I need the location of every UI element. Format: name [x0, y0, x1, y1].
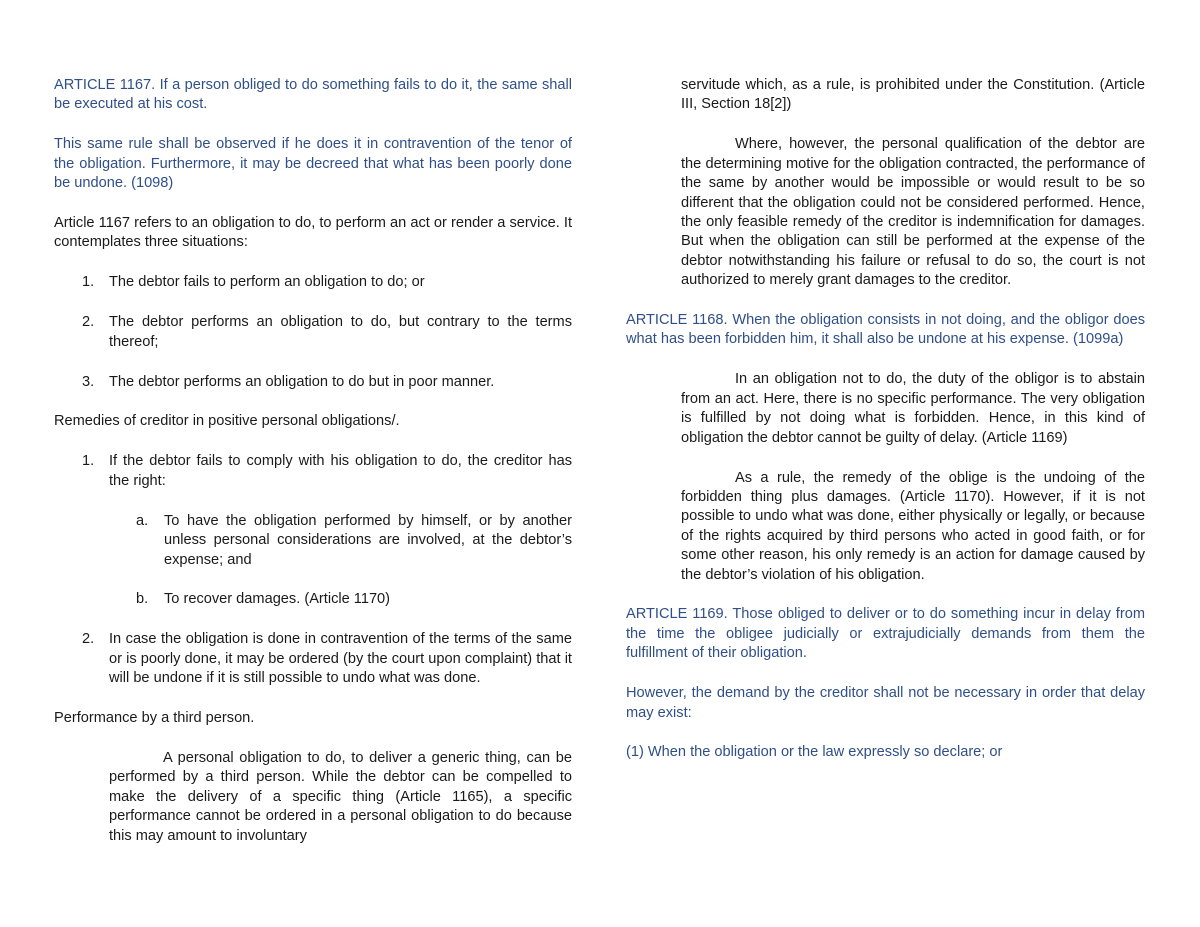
remedy-subitem-text: To have the obligation performed by himself, or by another unless personal considerations are involved, at the debtor’s expense; and	[164, 512, 572, 568]
third-person-text: A personal obligation to do, to deliver a generic thing, can be performed by a third person. While the debtor can be compelled to make the delivery of a specific thing (Article 1165), a specific performance cannot be ordered in a personal obligation to do because this may amount to involuntary	[109, 749, 572, 844]
remedy-item	[54, 452, 572, 491]
remedy-text: If the debtor fails to comply with his obligation to do, the creditor has the right:	[109, 453, 572, 489]
third-person-paragraph	[54, 749, 572, 846]
situation-text: The debtor performs an obligation to do but in poor manner.	[109, 373, 495, 390]
article-1169-paragraph-1: ARTICLE 1169. Those obliged to deliver or to do something incur in delay from the time the obligee judicially or extrajudicially demands from them the fulfillment of their obligation.	[626, 606, 1145, 662]
list-marker: 1.	[82, 453, 95, 470]
situation-item	[54, 373, 572, 392]
right-column	[626, 76, 1145, 783]
remedy-subitem-text: To recover damages. (Article 1170)	[164, 591, 391, 608]
list-marker: a.	[136, 512, 149, 529]
not-to-do-text: In an obligation not to do, the duty of the obligor is to abstain from an act. Here, there is no specific performance. The very obligation is fulfilled by not doing what is forbidden. Hence, in this kind of obligation the debtor cannot be guilty of delay. (Article 1169)	[681, 371, 1145, 446]
article-1167-paragraph-2: This same rule shall be observed if he does it in contravention of the tenor of the obligation. Furthermore, it may be decreed that what has been poorly done be undone. (1098)	[54, 136, 572, 192]
third-person-continuation-text: servitude which, as a rule, is prohibited under the Constitution. (Article III, Section 18[2])	[681, 77, 1145, 113]
article-1167-paragraph-1: ARTICLE 1167. If a person obliged to do something fails to do it, the same shall be executed at his cost.	[54, 77, 572, 113]
list-marker: 3.	[82, 373, 95, 390]
remedy-text: In case the obligation is done in contravention of the terms of the same or is poorly done, it may be ordered (by the court upon complaint) that it will be undone if it is still possible to undo what was done.	[109, 631, 572, 687]
situation-text: The debtor fails to perform an obligation to do; or	[109, 274, 425, 291]
remedy-item	[54, 630, 572, 688]
third-person-continuation	[626, 76, 1145, 115]
list-marker: b.	[136, 591, 149, 608]
remedies-heading: Remedies of creditor in positive personal obligations/.	[54, 413, 400, 430]
list-marker: 2.	[82, 314, 95, 331]
remedy-subitem	[54, 512, 572, 570]
remedy-oblige-text: As a rule, the remedy of the oblige is the undoing of the forbidden thing plus damages. (Article 1170). However, if it is not possible to undo what was done, either physically or legally, or because of the rights acquired by third persons who acted in good faith, or for some other reason, his only remedy is an action for damage caused by the debtor’s violation of his obligation.	[681, 469, 1145, 583]
left-column	[54, 76, 572, 866]
list-marker: 2.	[82, 631, 95, 648]
situation-item	[54, 313, 572, 352]
personal-qualification-paragraph	[626, 135, 1145, 290]
article-1169-paragraph-2: However, the demand by the creditor shall not be necessary in order that delay may exist:	[626, 685, 1145, 721]
not-to-do-paragraph	[626, 370, 1145, 448]
remedy-subitem	[54, 590, 572, 609]
article-1167-intro: Article 1167 refers to an obligation to do, to perform an act or render a service. It contemplates three situations:	[54, 215, 572, 251]
situation-text: The debtor performs an obligation to do, but contrary to the terms thereof;	[109, 314, 572, 350]
third-person-heading: Performance by a third person.	[54, 710, 255, 727]
situation-item	[54, 273, 572, 292]
article-1169-paragraph-3: (1) When the obligation or the law expressly so declare; or	[626, 744, 1003, 761]
remedy-oblige-paragraph	[626, 469, 1145, 585]
article-1168-paragraph: ARTICLE 1168. When the obligation consists in not doing, and the obligor does what has been forbidden him, it shall also be undone at his expense. (1099a)	[626, 312, 1145, 348]
personal-qualification-text: Where, however, the personal qualification of the debtor are the determining motive for the obligation contracted, the performance of the same by another would be impossible or would result to be so different that the obligation could not be considered performed. Hence, the only feasible remedy of the creditor is indemnification for damages. But when the obligation can still be performed at the expense of the debtor notwithstanding his failure or refusal to do so, the court is not authorized to merely grant damages to the creditor.	[681, 136, 1145, 289]
list-marker: 1.	[82, 274, 95, 291]
